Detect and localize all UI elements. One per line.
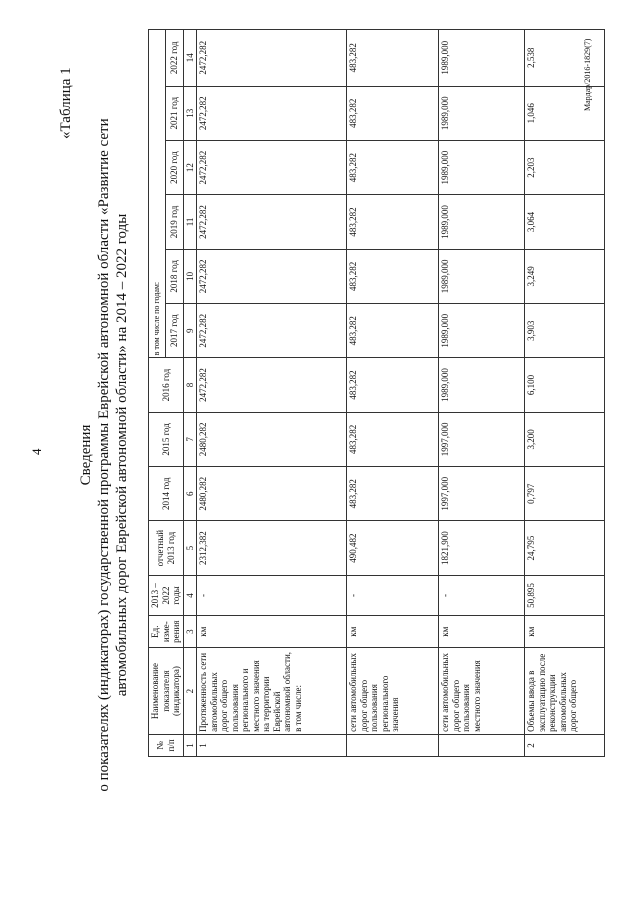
row-value: 2480,282 [197,412,347,466]
row-value: 1,046 [525,86,605,140]
row-value: 1997,000 [439,412,525,466]
row-total: - [347,575,439,615]
row-unit: км [347,616,439,648]
header-year-2015: 2015 год [149,412,184,466]
table-row [439,30,525,757]
footer-code: Мардар/2016-1829(7) [583,38,592,111]
row-num: 1 [197,734,347,756]
row-unit: км [197,616,347,648]
col-number: 1 [183,734,197,756]
header-total: 2013 – 2022 годы [149,575,184,615]
row-value: 2472,282 [197,358,347,412]
row-value: 483,282 [347,30,439,87]
row-num: 2 [525,734,605,756]
table-row [525,30,605,757]
col-number: 13 [183,86,197,140]
col-number: 8 [183,358,197,412]
row-num [347,734,439,756]
row-value: 2472,282 [197,30,347,87]
row-value: 6,100 [525,358,605,412]
table-marker: «Таблица 1 [58,67,74,139]
row-name: Объемы ввода в эксплуатацию после реконструкции автомобильных дорог общего [525,648,605,735]
row-value: 2,203 [525,140,605,194]
header-num: № п/п [149,734,184,756]
header-year-2016: 2016 год [149,358,184,412]
col-number: 9 [183,304,197,358]
row-value: 24,795 [525,521,605,575]
header-year-2013: отчетный 2013 год [149,521,184,575]
header-unit: Ед. изме-рения [149,616,184,648]
col-number: 14 [183,30,197,87]
row-value: 1997,000 [439,467,525,521]
row-value: 1989,000 [439,30,525,87]
row-value: 2472,282 [197,86,347,140]
row-value: 483,282 [347,140,439,194]
row-value: 2480,282 [197,467,347,521]
page-number: 4 [29,448,44,455]
row-value: 483,282 [347,249,439,303]
row-value: 3,064 [525,195,605,249]
col-number: 4 [183,575,197,615]
header-year-2014: 2014 год [149,467,184,521]
row-value: 483,282 [347,195,439,249]
indicators-table [148,29,605,757]
col-number: 7 [183,412,197,466]
title-line-1: о показателях (индикаторах) государственной программы Еврейской автономной области «Развитие сети [96,118,112,792]
row-value: 1989,000 [439,249,525,303]
row-name: Протяженность сети автомобильных дорог общего пользования регионального и местного значения на территории Еврейской автономной области, в том числе: [197,648,347,735]
row-value: 2,538 [525,30,605,87]
header-year-2020: 2020 год [166,140,183,194]
header-year-2021: 2021 год [166,86,183,140]
title-heading: Сведения [78,424,94,486]
header-year-2019: 2019 год [166,195,183,249]
row-value: 0,797 [525,467,605,521]
col-number: 3 [183,616,197,648]
header-year-2022: 2022 год [166,30,183,87]
row-value: 2312,382 [197,521,347,575]
table-row [197,30,347,757]
row-unit: км [439,616,525,648]
title-line-2: автомобильных дорог Еврейской автономной области» на 2014 – 2022 годы [114,213,130,697]
column-number-row [183,30,197,757]
row-value: 1989,000 [439,358,525,412]
row-name: сети автомобильных дорог общего пользования местного значения [439,648,525,735]
row-value: 1989,000 [439,195,525,249]
col-number: 11 [183,195,197,249]
row-value: 1821,900 [439,521,525,575]
header-name: Наименование показателя (индикатора) [149,648,184,735]
row-unit: км [525,616,605,648]
header-year-2018: 2018 год [166,249,183,303]
col-number: 2 [183,648,197,735]
row-total: - [197,575,347,615]
col-number: 6 [183,467,197,521]
row-value: 2472,282 [197,304,347,358]
row-name: сети автомобильных дорог общего пользования регионального значения [347,648,439,735]
row-total: - [439,575,525,615]
row-total: 50,895 [525,575,605,615]
col-number: 12 [183,140,197,194]
table-row [347,30,439,757]
row-value: 2472,282 [197,195,347,249]
row-value: 483,282 [347,358,439,412]
header-row [149,30,166,757]
row-value: 3,200 [525,412,605,466]
row-value: 1989,000 [439,304,525,358]
col-number: 5 [183,521,197,575]
row-value: 483,282 [347,86,439,140]
row-value: 3,903 [525,304,605,358]
row-value: 2472,282 [197,249,347,303]
row-value: 483,282 [347,304,439,358]
row-value: 483,282 [347,467,439,521]
row-value: 490,482 [347,521,439,575]
col-number: 10 [183,249,197,303]
row-value: 1989,000 [439,140,525,194]
header-by-years: в том числе по годам: [149,30,166,358]
row-value: 1989,000 [439,86,525,140]
row-num [439,734,525,756]
row-value: 483,282 [347,412,439,466]
row-value: 3,249 [525,249,605,303]
row-value: 2472,282 [197,140,347,194]
header-year-2017: 2017 год [166,304,183,358]
